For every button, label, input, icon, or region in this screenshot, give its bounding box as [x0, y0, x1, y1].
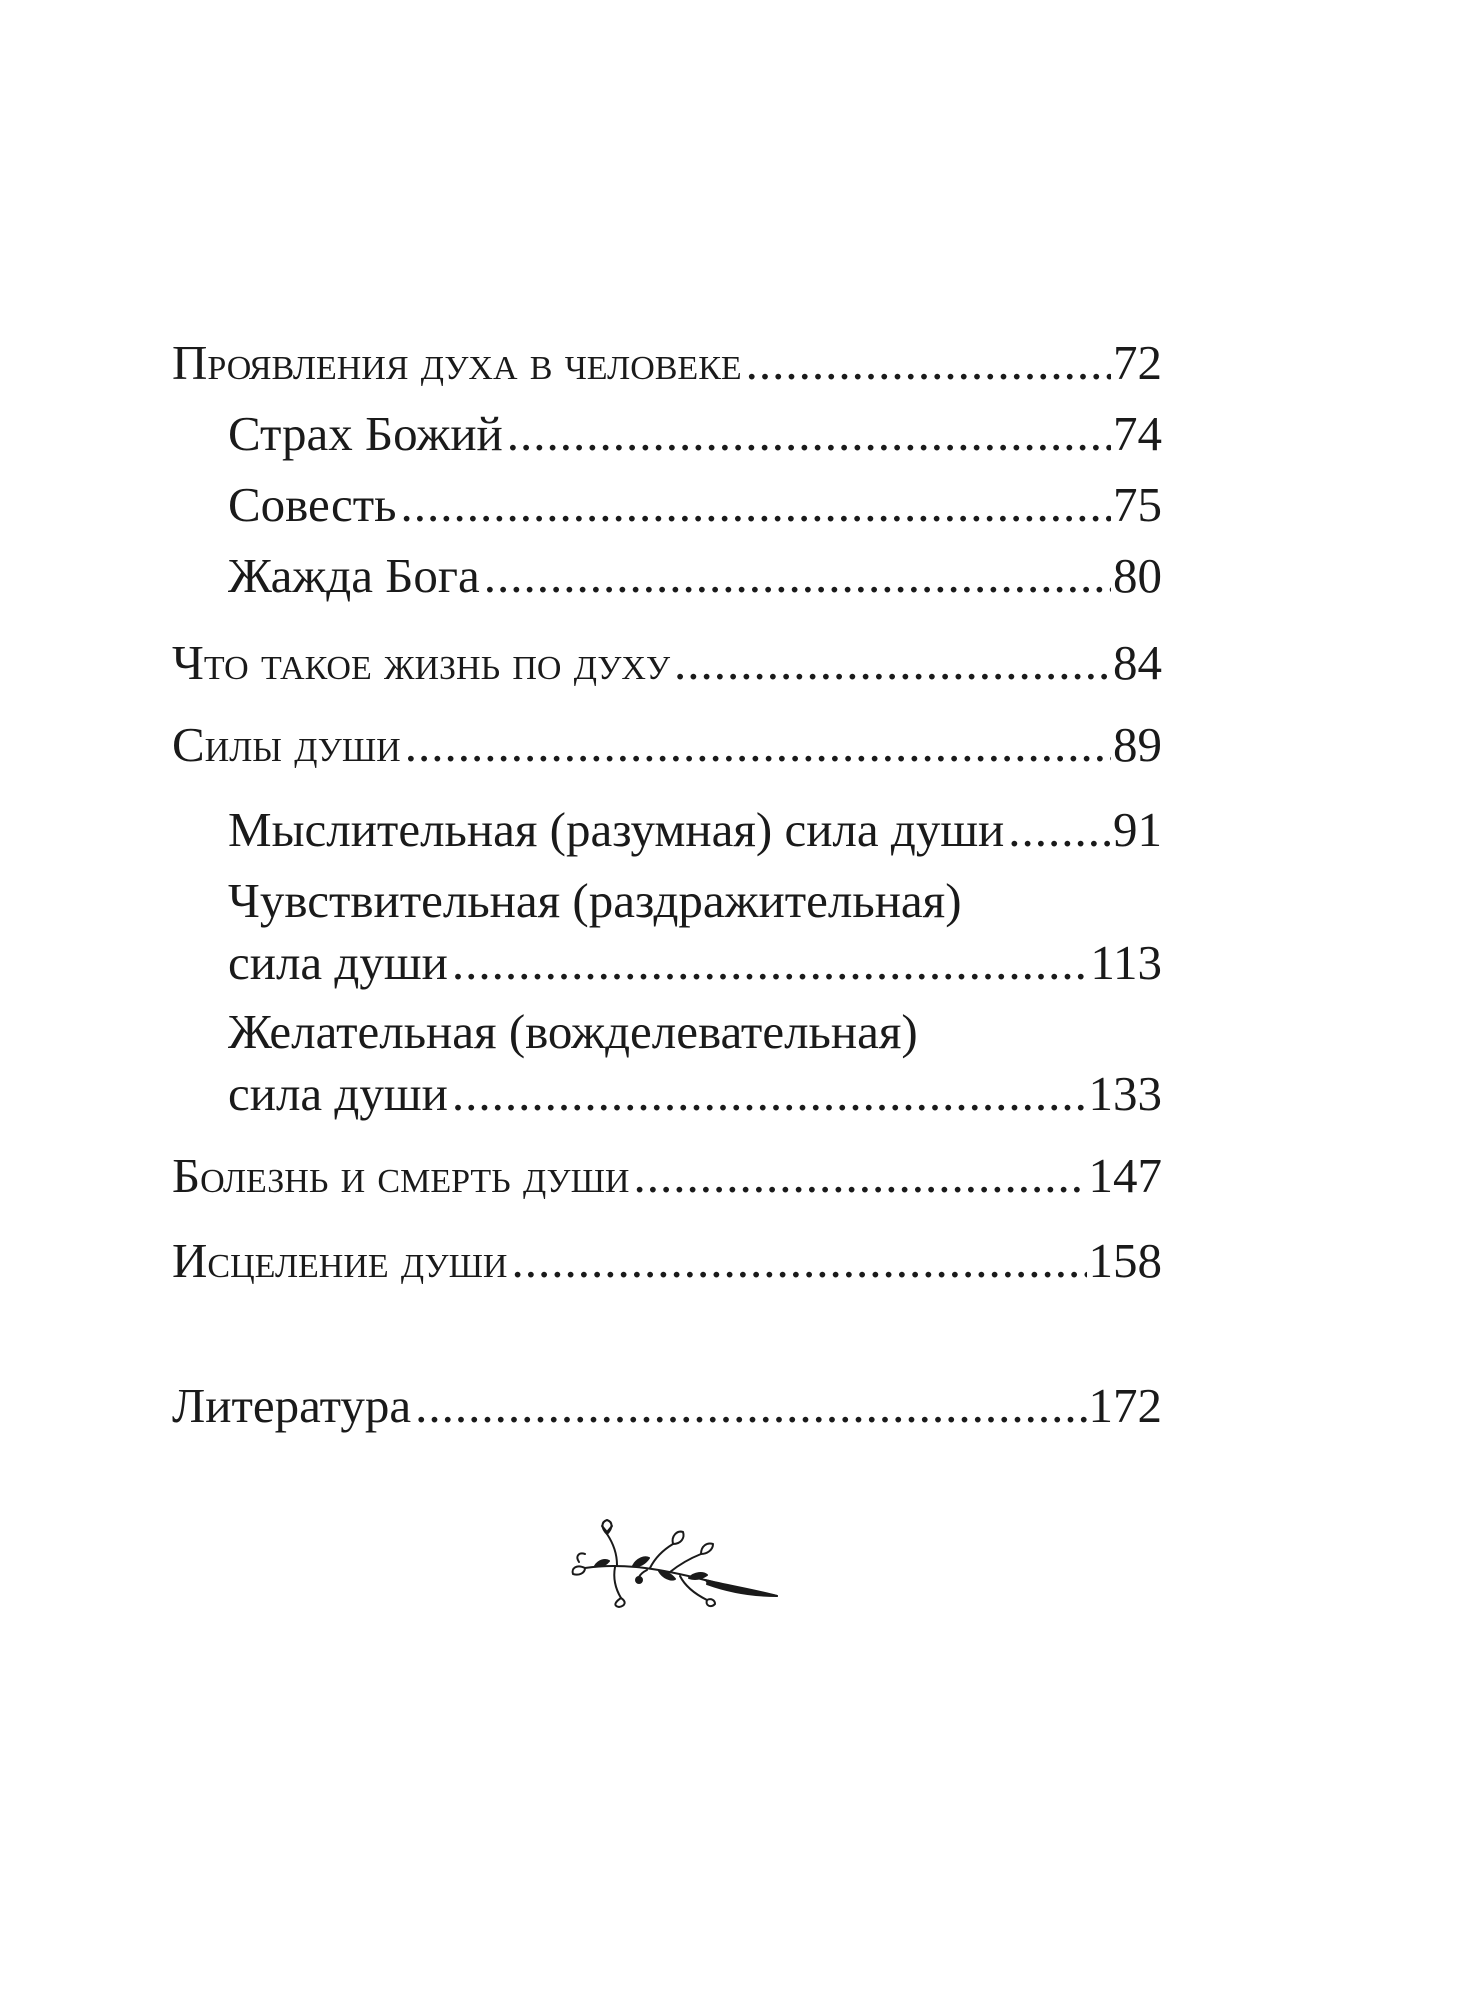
toc-entry-title-line2: сила души — [228, 935, 448, 990]
toc-entry-title: Болезнь и смерть души — [172, 1148, 630, 1203]
toc-entry-page: 172 — [1088, 1378, 1162, 1433]
toc-entry-page: 89 — [1113, 717, 1162, 772]
toc-entry-page: 72 — [1113, 335, 1162, 390]
toc-entry-chapter[interactable] — [172, 332, 1162, 394]
toc-entry-title: Проявления духа в человеке — [172, 335, 742, 390]
toc-entry-page: 75 — [1113, 477, 1162, 532]
toc-entry-chapter[interactable] — [172, 1145, 1162, 1207]
toc-entry-page: 133 — [1088, 1066, 1162, 1121]
toc-entry-title: Литература — [172, 1378, 412, 1433]
dot-leader — [452, 1063, 1087, 1125]
toc-entry-section[interactable] — [228, 799, 1162, 861]
toc-entry-section[interactable] — [228, 870, 1162, 994]
dot-leader — [452, 932, 1089, 994]
dot-leader — [484, 545, 1111, 607]
toc-entry-page: 74 — [1113, 406, 1162, 461]
toc-entry-title-line2: сила души — [228, 1066, 448, 1121]
toc-entry-page: 91 — [1113, 802, 1162, 857]
toc-entry-title-line1: Желательная (вожделевательная) — [228, 1004, 918, 1059]
toc-entry-page: 80 — [1113, 548, 1162, 603]
dot-leader — [674, 632, 1111, 694]
dot-leader — [746, 332, 1111, 394]
toc-entry-title: Что такое жизнь по духу — [172, 635, 671, 690]
toc-entry-chapter[interactable] — [172, 1230, 1162, 1292]
dot-leader — [405, 714, 1111, 776]
toc-entry-section[interactable] — [228, 474, 1162, 536]
toc-entry-title: Страх Божий — [228, 406, 503, 461]
dot-leader — [415, 1375, 1086, 1437]
toc-entry-page: 113 — [1090, 935, 1162, 990]
dot-leader — [1008, 799, 1111, 861]
toc-entry-chapter[interactable] — [172, 632, 1162, 694]
toc-entry-title: Жажда Бога — [228, 548, 480, 603]
toc-entry-title: Совесть — [228, 477, 397, 532]
dot-leader — [401, 474, 1111, 536]
toc-entry-section[interactable] — [228, 1001, 1162, 1125]
toc-entry-chapter[interactable] — [172, 1375, 1162, 1437]
toc-entry-title: Мыслительная (разумная) сила души — [228, 802, 1005, 857]
toc-entry-title-line1: Чувствительная (раздражительная) — [228, 873, 962, 928]
toc-entry-page: 84 — [1113, 635, 1162, 690]
dot-leader — [511, 1230, 1086, 1292]
dot-leader — [633, 1145, 1086, 1207]
toc-entry-section[interactable] — [228, 403, 1162, 465]
toc-entry-chapter[interactable] — [172, 714, 1162, 776]
toc-entry-page: 147 — [1088, 1148, 1162, 1203]
dot-leader — [507, 403, 1111, 465]
toc-entry-section[interactable] — [228, 545, 1162, 607]
toc-entry-title: Силы души — [172, 717, 401, 772]
toc-entry-title: Исцеление души — [172, 1233, 508, 1288]
toc-entry-page: 158 — [1088, 1233, 1162, 1288]
floral-branch-icon — [555, 1518, 785, 1608]
